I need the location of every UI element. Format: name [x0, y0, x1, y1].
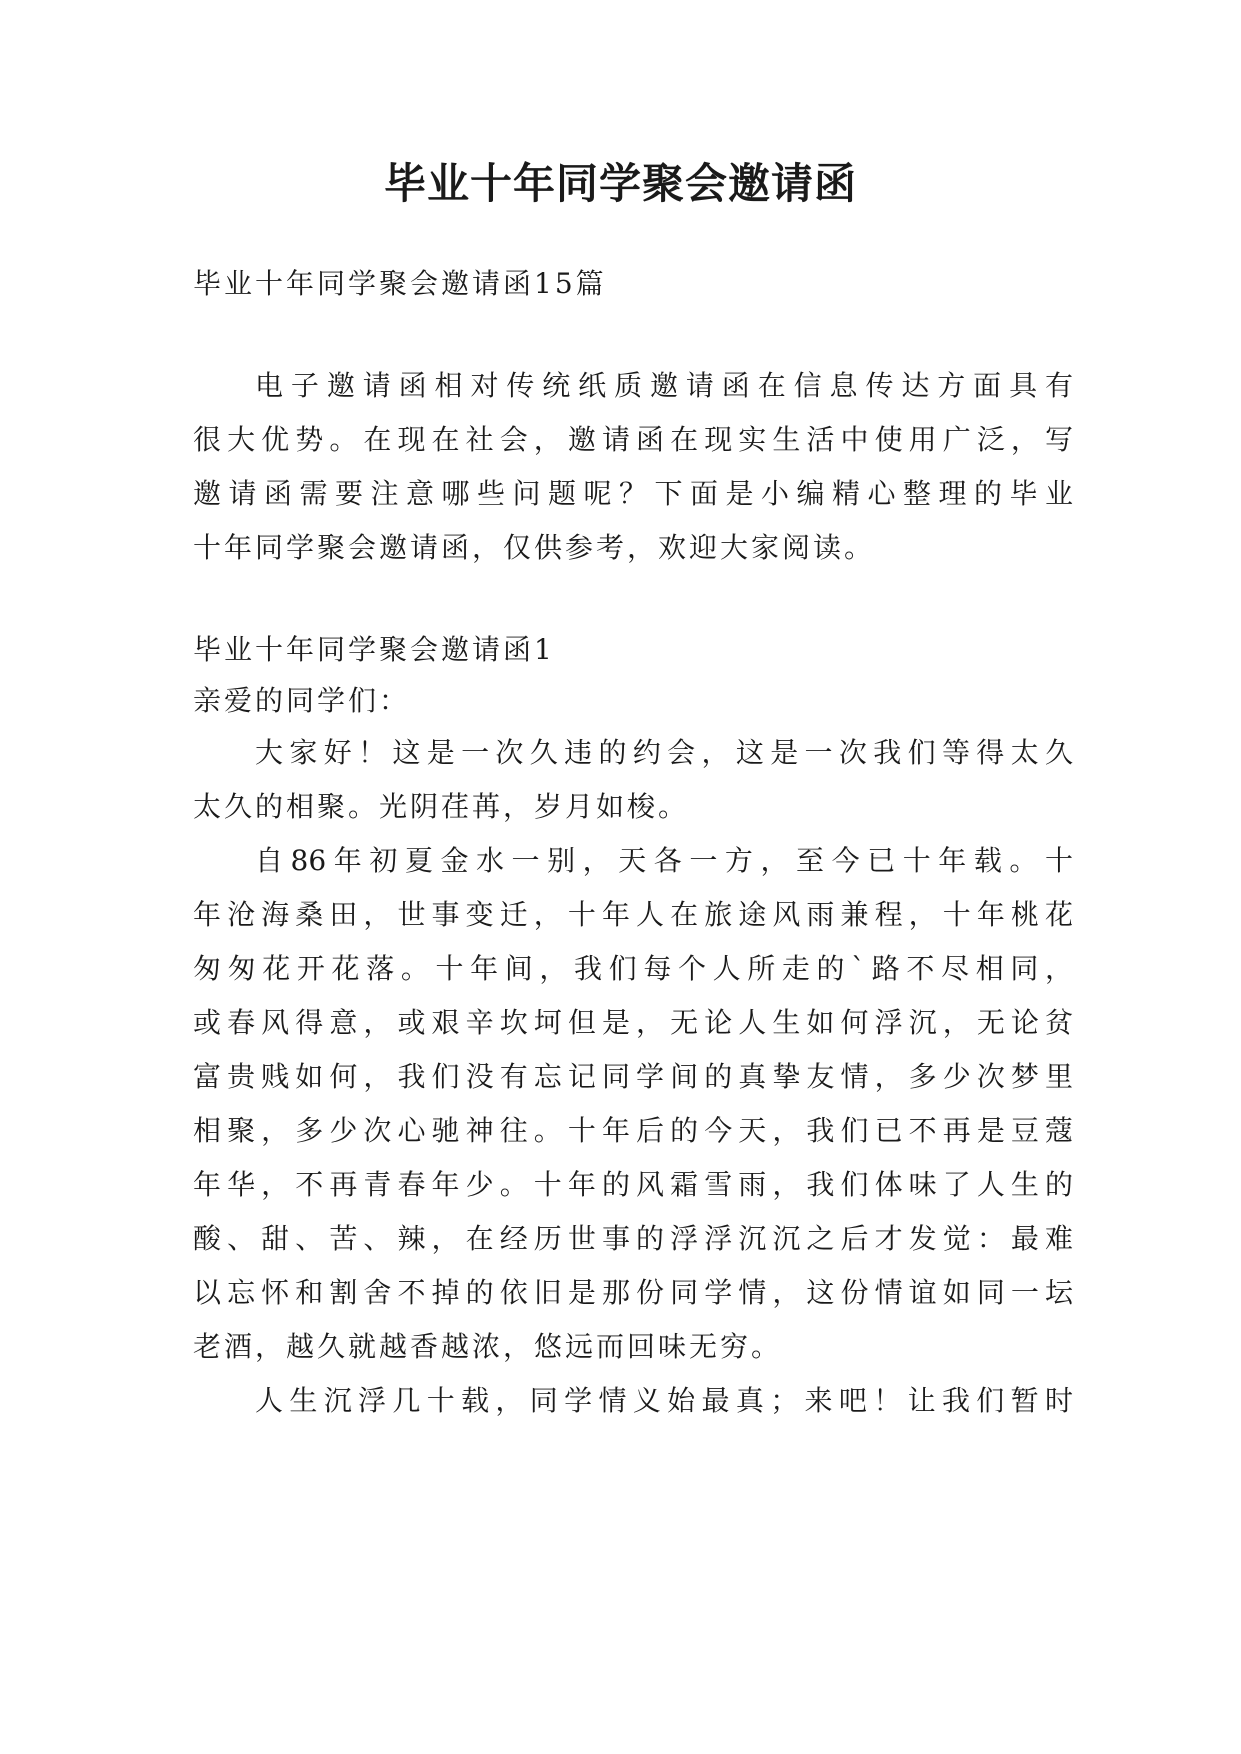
intro-line-1: 电子邀请函相对传统纸质邀请函在信息传达方面具有 — [255, 369, 1073, 402]
para2-line-5: 富贵贱如何，我们没有忘记同学间的真挚友情，多少次梦里 — [193, 1060, 1073, 1093]
para1-line-1: 大家好！这是一次久违的约会，这是一次我们等得太久 — [255, 736, 1073, 769]
intro-line-3: 邀请函需要注意哪些问题呢？下面是小编精心整理的毕业 — [193, 477, 1073, 510]
document-title: 毕业十年同学聚会邀请函 — [383, 159, 857, 208]
para2-line-2: 年沧海桑田，世事变迁，十年人在旅途风雨兼程，十年桃花 — [193, 898, 1073, 931]
para2-line-3: 匆匆花开花落。十年间，我们每个人所走的`路不尽相同， — [193, 952, 1073, 985]
para1-line-2: 太久的相聚。光阴荏苒，岁月如梭。 — [193, 790, 690, 823]
para2-line-6: 相聚，多少次心驰神往。十年后的今天，我们已不再是豆蔻 — [193, 1114, 1073, 1147]
para2-line-10: 老酒，越久就越香越浓，悠远而回味无穷。 — [193, 1330, 783, 1363]
para2-line-9: 以忘怀和割舍不掉的依旧是那份同学情，这份情谊如同一坛 — [193, 1276, 1073, 1309]
para3-line-1: 人生沉浮几十载，同学情义始最真；来吧！让我们暂时 — [255, 1384, 1073, 1417]
intro-line-4: 十年同学聚会邀请函，仅供参考，欢迎大家阅读。 — [193, 531, 876, 564]
para2-line-4: 或春风得意，或艰辛坎坷但是，无论人生如何浮沉，无论贫 — [193, 1006, 1073, 1039]
intro-line-2: 很大优势。在现在社会，邀请函在现实生活中使用广泛，写 — [193, 423, 1073, 456]
section-heading: 毕业十年同学聚会邀请函1 — [193, 633, 555, 666]
subtitle: 毕业十年同学聚会邀请函15篇 — [193, 267, 607, 300]
greeting: 亲爱的同学们： — [193, 684, 411, 717]
para2-line-7: 年华，不再青春年少。十年的风霜雪雨，我们体味了人生的 — [193, 1168, 1073, 1201]
para2-line-8: 酸、甜、苦、辣，在经历世事的浮浮沉沉之后才发觉：最难 — [193, 1222, 1073, 1255]
para2-line-1: 自86年初夏金水一别，天各一方，至今已十年载。十 — [255, 844, 1073, 877]
